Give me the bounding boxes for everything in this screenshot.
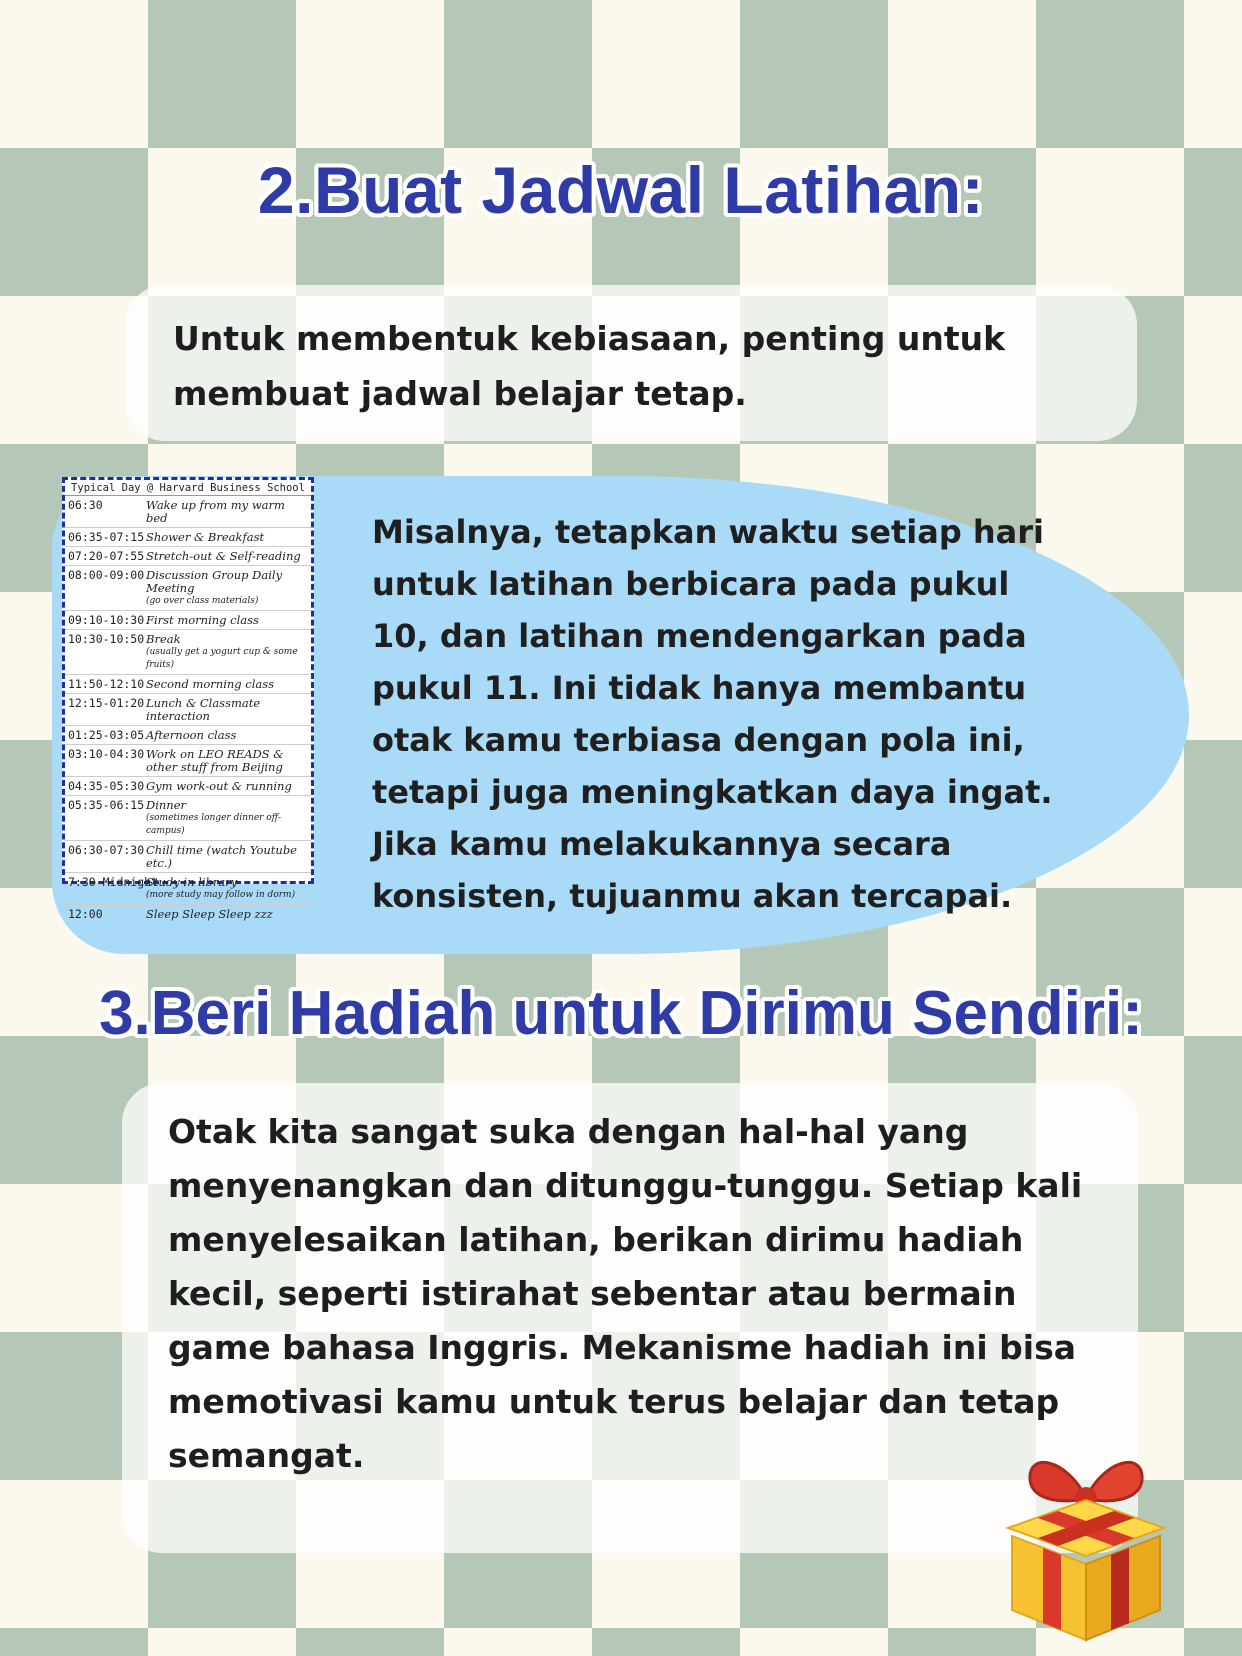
schedule-list [65,496,311,924]
schedule-row [65,611,311,630]
schedule-activity-text: Second morning class [146,677,275,691]
schedule-activity-text: Chill time (watch Youtube etc.) [146,843,297,870]
schedule-row [65,496,311,528]
schedule-note: (usually get a yogurt cup & some fruits) [146,647,298,670]
schedule-activity [146,799,308,838]
schedule-time: 12:00 [68,907,103,921]
schedule-row [65,796,311,841]
schedule-activity [146,908,308,921]
schedule-activity [146,550,308,563]
schedule-activity-text: Lunch & Classmate interaction [146,696,261,723]
reward-card [122,1083,1138,1553]
schedule-note: (more study may follow in dorm) [146,890,296,900]
schedule-note: (go over class materials) [146,596,259,606]
gift-box-icon [998,1440,1174,1644]
section-2-title: 2.Buat Jadwal Latihan: [257,153,985,227]
schedule-row [65,630,311,675]
schedule-activity [146,729,308,742]
schedule-time: 03:10-04:30 [68,747,145,761]
schedule-row [65,905,311,924]
schedule-time: 06:30-07:30 [68,843,145,857]
intro-text: Untuk membentuk kebiasaan, penting untuk membuat jadwal belajar tetap. [173,319,1006,413]
schedule-time: 09:10-10:30 [68,613,145,627]
schedule-time: 01:25-03:05 [68,728,145,742]
schedule-activity-text: Wake up from my warm bed [146,498,285,525]
intro-card [125,285,1137,441]
schedule-row [65,547,311,566]
schedule-activity [146,614,308,627]
schedule-row [65,528,311,547]
schedule-row [65,675,311,694]
schedule-activity-text: Afternoon class [146,728,237,742]
schedule-time: 05:35-06:15 [68,798,145,812]
schedule-row [65,873,311,905]
schedule-note: (sometimes longer dinner off-campus) [146,813,282,836]
schedule-activity [146,633,308,672]
schedule-activity [146,748,308,774]
schedule-time: 04:35-05:30 [68,779,145,793]
schedule-time: 11:50-12:10 [68,677,145,691]
schedule-activity [146,531,308,544]
schedule-time: 07:20-07:55 [68,549,145,563]
schedule-row [65,777,311,796]
schedule-activity [146,499,308,525]
schedule-activity-text: Break [146,632,181,646]
schedule-activity [146,780,308,793]
schedule-activity-text: Study in library [146,875,238,889]
schedule-activity [146,844,308,870]
schedule-time: 7:30-Midnight [68,875,159,889]
schedule-activity [146,697,308,723]
schedule-activity-text: Stretch-out & Self-reading [146,549,301,563]
schedule-row [65,841,311,873]
schedule-activity-text: First morning class [146,613,259,627]
schedule-time: 10:30-10:50 [68,632,145,646]
schedule-activity-text: Dinner [146,798,187,812]
schedule-row [65,745,311,777]
schedule-activity [146,569,308,608]
schedule-time: 06:30 [68,498,103,512]
schedule-activity-text: Discussion Group Daily Meeting [146,568,283,595]
schedule-time: 06:35-07:15 [68,530,145,544]
schedule-row [65,694,311,726]
section-3-title: 3.Beri Hadiah untuk Dirimu Sendiri: [99,979,1143,1048]
schedule-activity-text: Gym work-out & running [146,779,292,793]
schedule-time: 08:00-09:00 [68,568,145,582]
example-text: Misalnya, tetapkan waktu setiap hari untuk latihan berbicara pada pukul 10, dan latihan mendengarkan pada pukul 11. Ini tidak hanya membantu otak kamu terbiasa dengan pola ini, tetapi juga meningkatkan daya ingat. Jika kamu melakukannya secara konsisten, tujuanmu akan tercapai. [372,513,1053,915]
schedule-time: 12:15-01:20 [68,696,145,710]
schedule-activity-text: Sleep Sleep Sleep zzz [146,907,273,921]
schedule-activity [146,876,308,902]
schedule-title: Typical Day @ Harvard Business School [65,480,311,496]
schedule-image [62,477,314,921]
reward-text: Otak kita sangat suka dengan hal-hal yang menyenangkan dan ditunggu-tunggu. Setiap kali menyelesaikan latihan, berikan dirimu hadiah kecil, seperti istirahat sebentar atau bermain game bahasa Inggris. Mekanisme hadiah ini bisa memotivasi kamu untuk terus belajar dan tetap semangat. [168,1112,1083,1475]
schedule-row [65,726,311,745]
schedule-row [65,566,311,611]
schedule-activity [146,678,308,691]
schedule-activity-text: Work on LEO READS & other stuff from Beijing [146,747,284,774]
schedule-activity-text: Shower & Breakfast [146,530,265,544]
